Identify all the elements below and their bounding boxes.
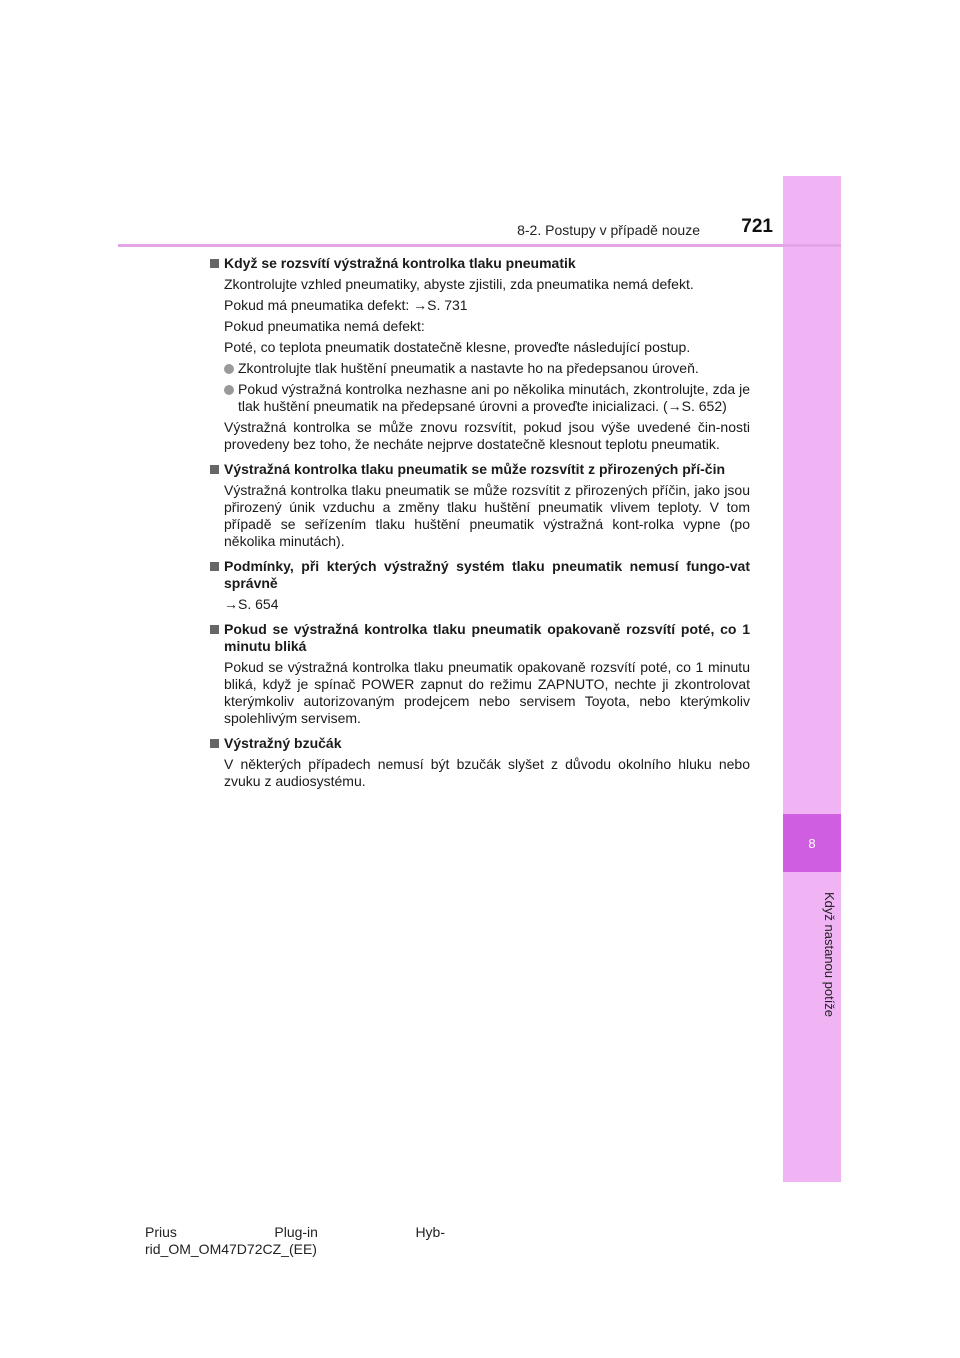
footer-word: Plug-in — [274, 1224, 318, 1240]
square-bullet-icon — [210, 465, 219, 474]
paragraph: V některých případech nemusí být bzučák slyšet z důvodu okolního hluku nebo zvuku z audiosystému. — [224, 756, 750, 789]
section-heading: Výstražná kontrolka tlaku pneumatik se může rozsvítit z přirozených pří-čin — [210, 461, 750, 478]
section-heading: Když se rozsvítí výstražná kontrolka tlaku pneumatik — [210, 255, 750, 272]
list-item: Zkontrolujte tlak huštění pneumatik a nastavte ho na předepsanou úroveň. — [210, 360, 750, 377]
section-heading: Podmínky, při kterých výstražný systém tlaku pneumatik nemusí fungo-vat správně — [210, 558, 750, 592]
footer-document-id — [145, 1224, 445, 1258]
square-bullet-icon — [210, 259, 219, 268]
paragraph: Pokud má pneumatika defekt: →S. 731 — [224, 297, 468, 313]
header-rule — [118, 244, 841, 247]
paragraph: Poté, co teplota pneumatik dostatečně klesne, proveďte následující postup. — [224, 339, 691, 355]
paragraph: Pokud se výstražná kontrolka tlaku pneumatik opakovaně rozsvítí poté, co 1 minutu bliká, když je spínač POWER zapnut do režimu ZAPNUTO, nechte ji zkontrolovat kterýmkoliv autorizovaným prodejcem nebo servisem Toyota, nebo kterýmkoliv spolehlivým servisem. — [224, 659, 750, 726]
paragraph: Pokud pneumatika nemá defekt: — [224, 318, 425, 334]
footer-word: Prius — [145, 1224, 177, 1240]
page-reference: →S. 654 — [224, 596, 279, 612]
square-bullet-icon — [210, 739, 219, 748]
page-number: 721 — [741, 216, 773, 237]
page-content — [210, 255, 750, 790]
square-bullet-icon — [210, 562, 219, 571]
chapter-side-strip — [783, 176, 841, 1182]
section-heading: Pokud se výstražná kontrolka tlaku pneumatik opakovaně rozsvítí poté, co 1 minutu bliká — [210, 621, 750, 655]
square-bullet-icon — [210, 625, 219, 634]
paragraph: Výstražná kontrolka se může znovu rozsvítit, pokud jsou výše uvedené čin-nosti provedeny bez toho, že necháte nejprve dostatečně klesnout teplotu pneumatik. — [224, 419, 750, 452]
footer-code: rid_OM_OM47D72CZ_(EE) — [145, 1241, 317, 1257]
chapter-title-vertical: Když nastanou potíže — [822, 892, 837, 1018]
paragraph: Výstražná kontrolka tlaku pneumatik se může rozsvítit z přirozených příčin, jako jsou přirozený únik vzduchu a změny tlaku huštění pneumatik vlivem teploty. V tom případě se seřízením tlaku huštění pneumatik výstražná kont-rolka vypne (po několika minutách). — [224, 482, 750, 549]
section-heading: Výstražný bzučák — [210, 735, 750, 752]
paragraph: Zkontrolujte vzhled pneumatiky, abyste zjistili, zda pneumatika nemá defekt. — [224, 276, 694, 292]
chapter-number-tab — [783, 814, 841, 872]
section-title: 8-2. Postupy v případě nouze — [517, 222, 700, 238]
circle-bullet-icon — [224, 364, 234, 374]
list-item: Pokud výstražná kontrolka nezhasne ani po několika minutách, zkontrolujte, zda je tlak huštění pneumatik na předepsané úrovni a proveďte inicializaci. (→S. 652) — [210, 381, 750, 415]
chapter-number: 8 — [808, 835, 816, 851]
circle-bullet-icon — [224, 385, 234, 395]
footer-word: Hyb- — [415, 1224, 445, 1240]
